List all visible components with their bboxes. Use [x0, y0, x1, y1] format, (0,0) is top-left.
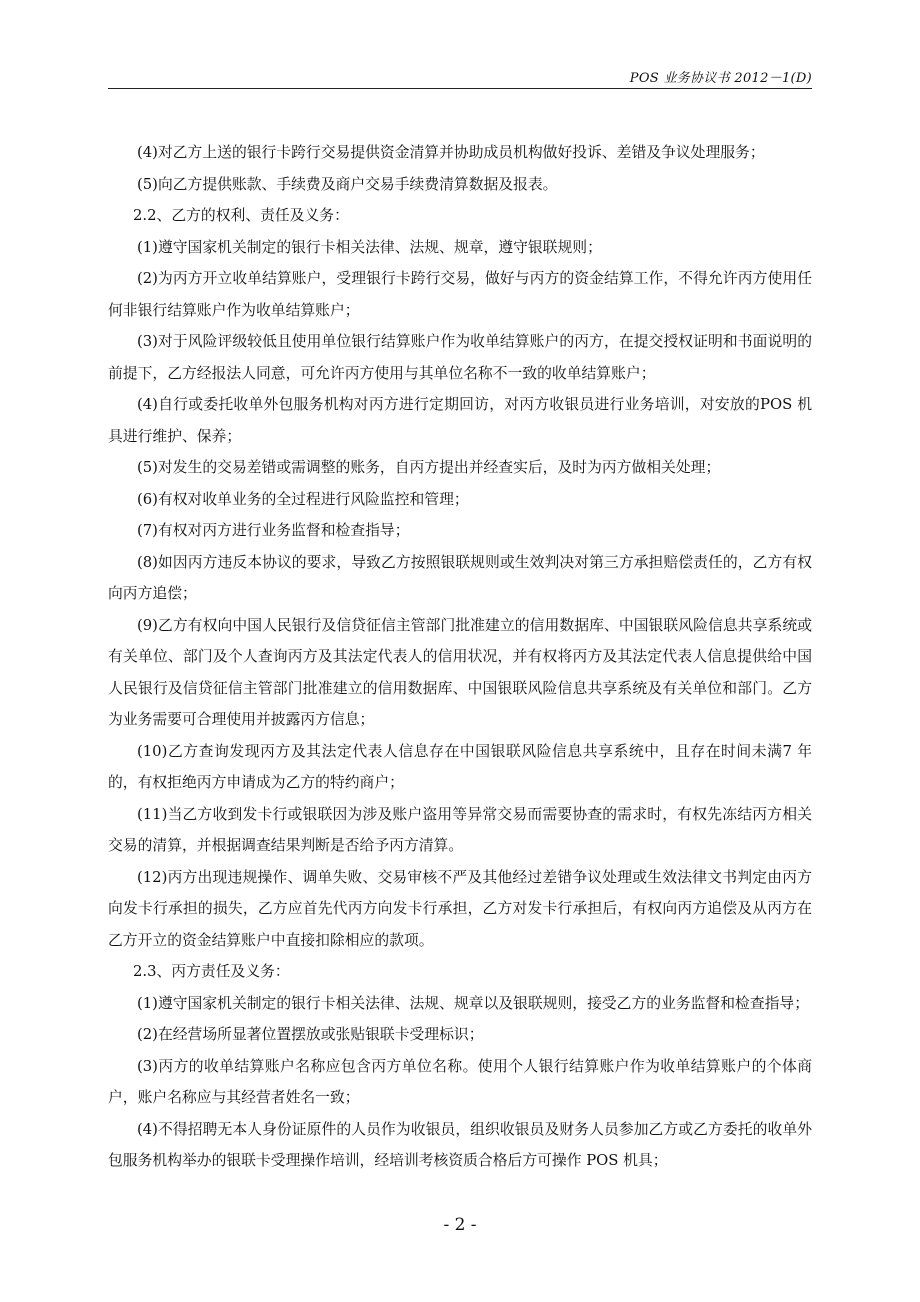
- section-heading: 2.3、丙方责任及义务：: [133, 963, 290, 980]
- paragraph: (6)有权对收单业务的全过程进行风险监控和管理；: [137, 490, 469, 508]
- paragraph: (11)当乙方收到发卡行或银联因为涉及账户盗用等异常交易而需要协查的需求时，有权先冻结丙方相关交易的清算，并根据调查结果判断是否给予丙方清算。: [108, 805, 812, 854]
- header-title: POS 业务协议书 2012－1(D): [629, 71, 812, 86]
- paragraph: (1)遵守国家机关制定的银行卡相关法律、法规、规章以及银联规则，接受乙方的业务监督和检查指导；: [137, 994, 810, 1012]
- page-header: [108, 64, 812, 89]
- paragraph: (5)向乙方提供账款、手续费及商户交易手续费清算数据及报表。: [137, 175, 558, 193]
- paragraph: (4)对乙方上送的银行卡跨行交易提供资金清算并协助成员机构做好投诉、差错及争议处理服务；: [137, 144, 765, 161]
- paragraph: (4)不得招聘无本人身份证原件的人员作为收银员，组织收银员及财务人员参加乙方或乙方委托的收单外包服务机构举办的银联卡受理操作培训，经培训考核资质合格后方可操作 POS 机具；: [108, 1120, 812, 1169]
- paragraph: (4)自行或委托收单外包服务机构对丙方进行定期回访，对丙方收银员进行业务培训，对安放的POS 机具进行维护、保养；: [108, 396, 812, 445]
- paragraph: (5)对发生的交易差错或需调整的账务，自丙方提出并经查实后，及时为丙方做相关处理；: [137, 459, 721, 476]
- paragraph: (10)乙方查询发现丙方及其法定代表人信息存在中国银联风险信息共享系统中，且存在时间未满7 年的，有权拒绝丙方申请成为乙方的特约商户；: [108, 742, 812, 791]
- paragraph: (3)对于风险评级较低且使用单位银行结算账户作为收单结算账户的丙方，在提交授权证明和书面说明的前提下，乙方经报法人同意，可允许丙方使用与其单位名称不一致的收单结算账户；: [108, 333, 812, 382]
- paragraph: (8)如因丙方违反本协议的要求，导致乙方按照银联规则或生效判决对第三方承担赔偿责任的，乙方有权向丙方追偿；: [108, 553, 812, 602]
- section-heading: 2.2、乙方的权利、责任及义务：: [133, 207, 349, 224]
- paragraph: (1)遵守国家机关制定的银行卡相关法律、法规、规章，遵守银联规则；: [137, 238, 602, 256]
- document-body: [108, 137, 812, 1177]
- page-number: - 2 -: [443, 1215, 477, 1235]
- paragraph: (9)乙方有权向中国人民银行及信贷征信主管部门批准建立的信用数据库、中国银联风险信息共享系统或有关单位、部门及个人查询丙方及其法定代表人的信用状况，并有权将丙方及其法定代表人信息提供给中国人民银行及信贷征信主管部门批准建立的信用数据库、中国银联风险信息共享系统及有关单位和部门。乙方为业务需要可合理使用并披露丙方信息；: [108, 616, 812, 728]
- paragraph: (2)在经营场所显著位置摆放或张贴银联卡受理标识；: [137, 1026, 484, 1043]
- paragraph: (12)丙方出现违规操作、调单失败、交易审核不严及其他经过差错争议处理或生效法律文书判定由丙方向发卡行承担的损失，乙方应首先代丙方向发卡行承担，乙方对发卡行承担后，有权向丙方追偿及从丙方在乙方开立的资金结算账户中直接扣除相应的款项。: [108, 868, 812, 949]
- paragraph: (3)丙方的收单结算账户名称应包含丙方单位名称。使用个人银行结算账户作为收单结算账户的个体商户，账户名称应与其经营者姓名一致；: [108, 1057, 812, 1106]
- paragraph: (7)有权对丙方进行业务监督和检查指导；: [137, 522, 410, 539]
- paragraph: (2)为丙方开立收单结算账户，受理银行卡跨行交易，做好与丙方的资金结算工作，不得允许丙方使用任何非银行结算账户作为收单结算账户；: [108, 270, 812, 319]
